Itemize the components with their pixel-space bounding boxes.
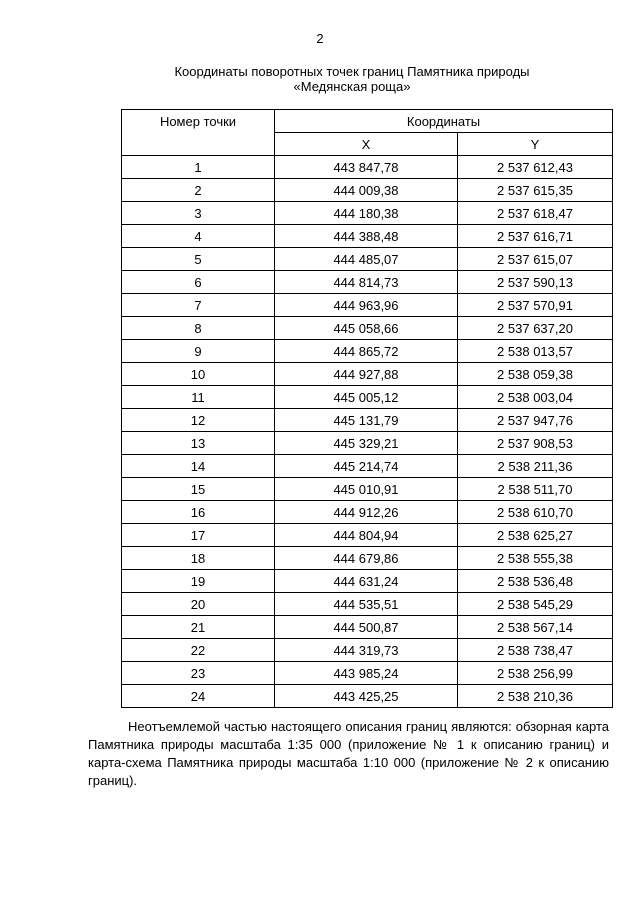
table-row [122,294,613,317]
table-row [122,455,613,478]
point-number-cell: 17 [122,524,275,547]
coordinates-header: Координаты [275,110,613,133]
point-number-cell: 21 [122,616,275,639]
x-coordinate-cell: 445 005,12 [275,386,458,409]
table-row [122,524,613,547]
point-number-cell: 23 [122,662,275,685]
y-coordinate-cell: 2 537 570,91 [458,294,613,317]
point-number-cell: 20 [122,593,275,616]
y-coordinate-cell: 2 537 612,43 [458,156,613,179]
x-coordinate-cell: 444 485,07 [275,248,458,271]
table-row [122,478,613,501]
x-coordinate-cell: 445 010,91 [275,478,458,501]
point-number-cell: 9 [122,340,275,363]
point-number-cell: 4 [122,225,275,248]
y-coordinate-cell: 2 537 618,47 [458,202,613,225]
y-coordinate-cell: 2 538 610,70 [458,501,613,524]
table-row [122,202,613,225]
y-coordinate-cell: 2 538 511,70 [458,478,613,501]
table-row [122,156,613,179]
y-coordinate-cell: 2 537 908,53 [458,432,613,455]
point-number-cell: 22 [122,639,275,662]
table-row [122,593,613,616]
point-number-cell: 8 [122,317,275,340]
table-row [122,639,613,662]
y-coordinate-cell: 2 537 615,35 [458,179,613,202]
point-number-cell: 6 [122,271,275,294]
x-coordinate-cell: 444 500,87 [275,616,458,639]
point-number-cell: 12 [122,409,275,432]
point-number-cell: 15 [122,478,275,501]
y-coordinate-cell: 2 538 555,38 [458,547,613,570]
point-number-cell: 5 [122,248,275,271]
table-row [122,340,613,363]
y-coordinate-cell: 2 538 545,29 [458,593,613,616]
y-coordinate-cell: 2 538 059,38 [458,363,613,386]
point-number-cell: 18 [122,547,275,570]
x-coordinate-cell: 444 912,26 [275,501,458,524]
table-row [122,547,613,570]
annex-note: Неотъемлемой частью настоящего описания границ являются: обзорная карта Памятника природы масштаба 1:35 000 (приложение № 1 к описанию границ) и карта-схема Памятника природы масштаба 1:10 000 (приложение № 2 к описанию границ). [88,719,609,788]
x-coordinate-cell: 444 388,48 [275,225,458,248]
y-coordinate-cell: 2 538 256,99 [458,662,613,685]
x-coordinate-cell: 444 927,88 [275,363,458,386]
table-row [122,662,613,685]
y-coordinate-cell: 2 538 625,27 [458,524,613,547]
x-coordinate-cell: 443 847,78 [275,156,458,179]
x-coordinate-cell: 443 985,24 [275,662,458,685]
table-row [122,386,613,409]
table-row [122,248,613,271]
x-coordinate-cell: 444 009,38 [275,179,458,202]
point-number-cell: 24 [122,685,275,708]
table-row [122,317,613,340]
table-row [122,616,613,639]
point-number-cell: 2 [122,179,275,202]
point-number-cell: 11 [122,386,275,409]
x-coordinate-cell: 444 963,96 [275,294,458,317]
y-coordinate-cell: 2 538 567,14 [458,616,613,639]
y-coordinate-cell: 2 537 616,71 [458,225,613,248]
point-number-cell: 3 [122,202,275,225]
table-row [122,225,613,248]
y-coordinate-cell: 2 538 536,48 [458,570,613,593]
x-coordinate-cell: 445 131,79 [275,409,458,432]
x-coordinate-cell: 445 058,66 [275,317,458,340]
page-number: 2 [316,31,324,46]
x-coordinate-cell: 444 804,94 [275,524,458,547]
point-number-cell: 13 [122,432,275,455]
point-number-header: Номер точки [122,110,275,156]
y-coordinate-cell: 2 538 013,57 [458,340,613,363]
y-coordinate-cell: 2 537 637,20 [458,317,613,340]
y-coordinate-cell: 2 537 947,76 [458,409,613,432]
point-number-cell: 14 [122,455,275,478]
x-coordinate-cell: 444 814,73 [275,271,458,294]
x-coordinate-cell: 444 865,72 [275,340,458,363]
point-number-cell: 7 [122,294,275,317]
document-title [0,64,640,94]
table-row [122,363,613,386]
point-number-cell: 10 [122,363,275,386]
y-coordinate-cell: 2 538 211,36 [458,455,613,478]
point-number-cell: 1 [122,156,275,179]
table-row [122,271,613,294]
x-coordinate-cell: 445 214,74 [275,455,458,478]
title-line-2: «Медянская роща» [293,79,411,94]
coordinates-table [121,109,613,708]
title-line-1: Координаты поворотных точек границ Памятника природы [174,64,530,79]
x-coordinate-cell: 444 631,24 [275,570,458,593]
x-coordinate-cell: 445 329,21 [275,432,458,455]
x-coordinate-cell: 444 679,86 [275,547,458,570]
y-coordinate-cell: 2 538 210,36 [458,685,613,708]
y-coordinate-cell: 2 537 615,07 [458,248,613,271]
x-coordinate-cell: 444 180,38 [275,202,458,225]
y-coordinate-cell: 2 538 003,04 [458,386,613,409]
point-number-cell: 16 [122,501,275,524]
x-coordinate-cell: 443 425,25 [275,685,458,708]
table-header-row [122,110,613,133]
point-number-cell: 19 [122,570,275,593]
x-header: X [275,133,458,156]
y-coordinate-cell: 2 538 738,47 [458,639,613,662]
table-row [122,685,613,708]
y-header: Y [458,133,613,156]
table-row [122,432,613,455]
table-row [122,409,613,432]
table-row [122,570,613,593]
x-coordinate-cell: 444 319,73 [275,639,458,662]
table-row [122,501,613,524]
y-coordinate-cell: 2 537 590,13 [458,271,613,294]
table-row [122,179,613,202]
x-coordinate-cell: 444 535,51 [275,593,458,616]
table-body [122,156,613,708]
